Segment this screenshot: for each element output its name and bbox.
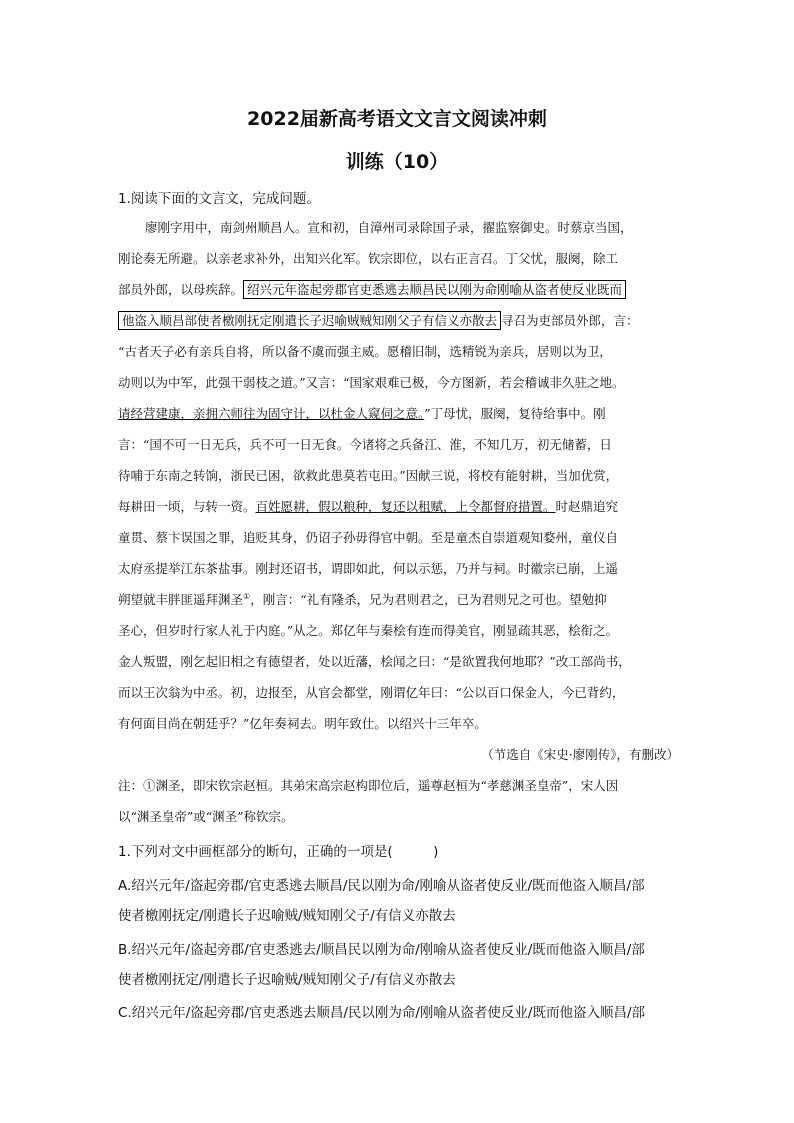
- passage-line: [118, 280, 626, 298]
- footnote-line: 以“渊圣皇帝”或“渊圣”称钦宗。: [118, 809, 294, 824]
- option-b-line1: B.绍兴元年/盗起旁郡/官吏悉逃去/顺昌民以刚为命/刚喻从盗者使反业/既而他盗入顺昌/部: [118, 942, 645, 958]
- passage-line: 言：“国不可一日无兵，兵不可一日无食。今诸将之兵备江、淮，不知几万，初无储蓄，日: [118, 437, 612, 452]
- question-1: 1.下列对文中画框部分的断句，正确的一项是( ): [118, 844, 439, 860]
- option-a-line2: 使者檄刚抚定/刚遣长子迟喻贼/贼知刚父子/有信义亦散去: [118, 908, 456, 924]
- passage-line: 太府丞提举江东茶盐事。刚封还诏书，谓即如此，何以示惩，乃并与祠。时徽宗已崩，上遥: [118, 561, 619, 576]
- passage-line: 而以王次翁为中丞。初，边报至，从官会都堂，刚谓亿年曰：“公以百口保金人，今已背约，: [118, 685, 625, 700]
- passage-text: 朔望就丰胖匪遥拜渊圣: [118, 592, 244, 607]
- passage-line: 圣心，但岁时行家人礼于内庭。”从之。郑亿年与秦桧有连而得美官，刚显疏其恶，桧衔之。: [118, 623, 619, 638]
- boxed-sentence-part2: 他盗入顺昌部使者檄刚抚定刚遣长子迟喻贼贼知刚父子有信义亦散去: [118, 311, 501, 330]
- passage-text: 每耕田一顷，与转一资。: [118, 499, 256, 514]
- passage-line: [118, 404, 606, 422]
- source-citation: （节选自《宋史·廖刚传》，有删改）: [481, 747, 679, 762]
- option-b-line2: 使者檄刚抚定/刚遣长子迟喻贼/贼知刚父子/有信义亦散去: [118, 972, 456, 988]
- passage-line: “古者天子必有亲兵自将，所以备不虞而强主威。愿稽旧制，选精锐为亲兵，居则以为卫，: [118, 344, 612, 359]
- passage-line: 刚论奏无所避。以亲老求补外，出知兴化军。钦宗即位，以右正言召。丁父忧，服阕，除工: [118, 251, 619, 266]
- underlined-sentence-1: 请经营建康，亲拥六师往为固守计，以杜金人窥伺之意。: [118, 406, 425, 421]
- option-a-line1: A.绍兴元年/盗起旁郡/官吏悉逃去顺昌/民以刚为命/刚喻从盗者使反业/既而他盗入顺昌/部: [118, 878, 645, 894]
- question-intro: 1.阅读下面的文言文，完成问题。: [118, 191, 320, 207]
- passage-line: 有何面目尚在朝廷乎？”亿年奏祠去。明年致仕。以绍兴十三年卒。: [118, 716, 487, 731]
- passage-line: [118, 497, 618, 515]
- option-c-line1: C.绍兴元年/盗起旁郡/官吏悉逃去顺昌/民以刚为命/刚喻从盗者使反业/既而他盗入顺昌/部: [118, 1005, 646, 1021]
- passage-line: 待哺于东南之转饷，浙民已困，欲救此患莫若屯田。”因献三说，将校有能射耕，当加优赏，: [118, 468, 619, 483]
- boxed-sentence-part1: 绍兴元年盗起旁郡官吏悉逃去顺昌民以刚为命刚喻从盗者使反业既而: [243, 280, 626, 299]
- passage-line: 廖刚字用中，南剑州顺昌人。宣和初，自漳州司录除国子录，擢监察御史。时蔡京当国，: [145, 220, 633, 235]
- passage-line: [118, 590, 607, 608]
- passage-line: [118, 311, 639, 329]
- footnote-line: 注：①渊圣，即宋钦宗赵桓。其弟宋高宗赵构即位后，遥尊赵桓为“孝慈渊圣皇帝”，宋人因: [118, 778, 619, 793]
- passage-line: 金人叛盟，刚乞起旧相之有德望者，处以近藩，桧闻之曰：“是欲置我何地耶？”改工部尚书，: [118, 654, 631, 669]
- document-title-line2: 训练（10）: [345, 151, 449, 173]
- passage-line: 动则以为中军，此强干弱枝之道。”又言：“国家艰难已极，今方图新，若会稽诚非久驻之地。: [118, 375, 625, 390]
- passage-line: 童贯、蔡卞误国之罪，追贬其身，仍诏子孙毋得官中朝。至是童杰自崇道观知婺州，童仪自: [118, 530, 619, 545]
- passage-text: ，刚言：“礼有隆杀，兄为君则君之，已为君则兄之可也。望勉抑: [250, 592, 607, 607]
- footnote-marker: ①: [243, 591, 251, 601]
- passage-text: 部员外郎，以母疾辞。: [118, 282, 244, 297]
- passage-text: ”丁母忧，服阕，复待给事中。刚: [424, 406, 606, 421]
- passage-text: 时赵鼎追究: [555, 499, 619, 514]
- passage-text: 寻召为吏部员外郎，言：: [501, 313, 639, 328]
- underlined-sentence-2: 百姓愿耕，假以粮种，复还以租赋，上令都督府措置。: [255, 499, 556, 514]
- document-title-line1: 2022届新高考语文文言文阅读冲刺: [247, 108, 547, 130]
